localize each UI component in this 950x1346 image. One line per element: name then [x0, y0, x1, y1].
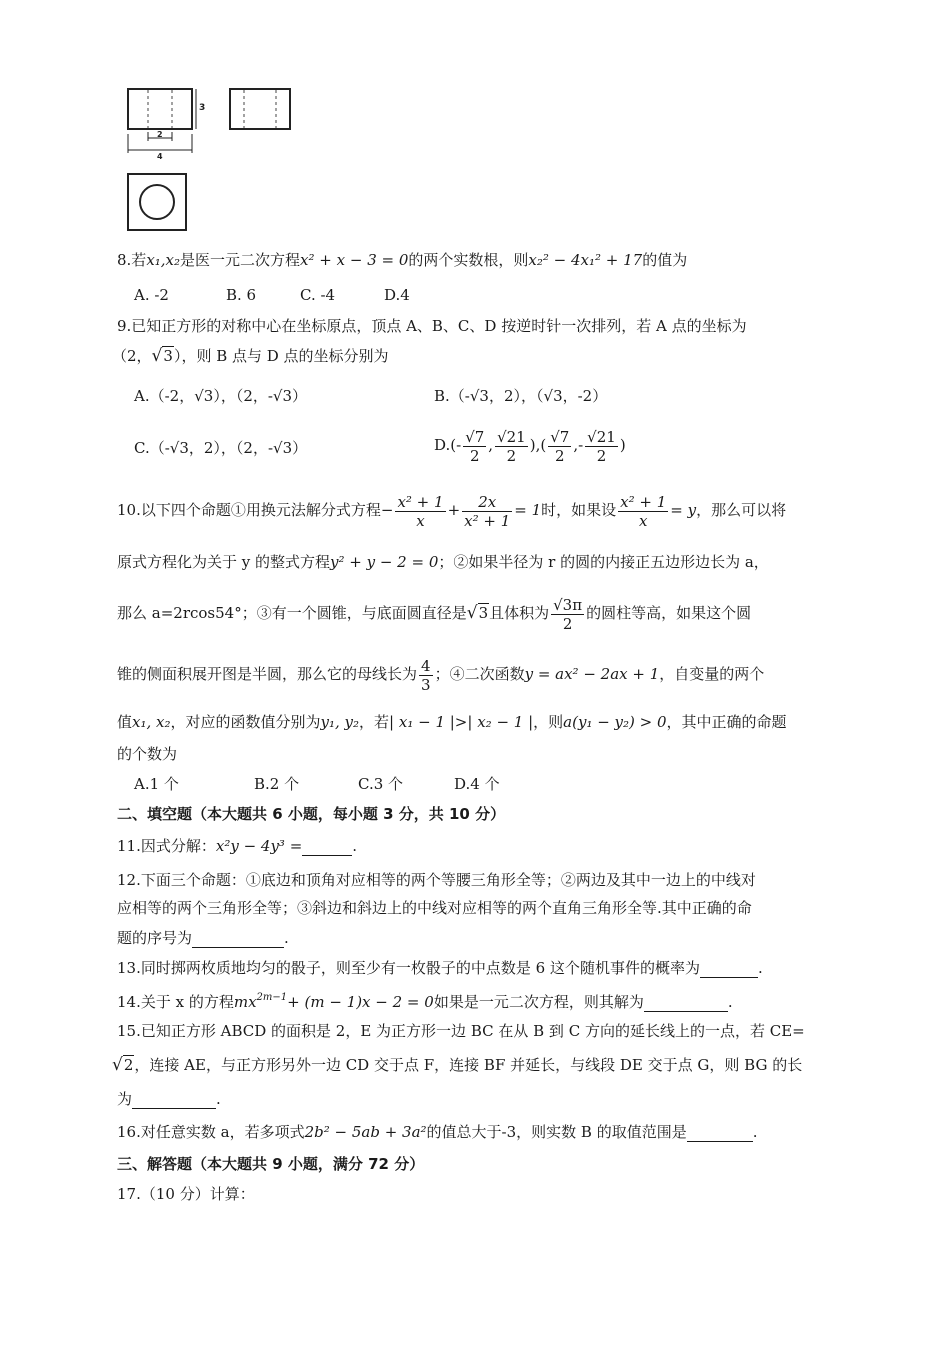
dim-outer-label: 4: [157, 152, 163, 161]
q14: 14.关于 x 的方程$mx^{2m-1}+ (m - 1)x - 2 = 0$如果是一元二次方程，则其解为 .: [117, 992, 733, 1011]
section3-heading: 三、解答题（本大题共 9 小题，满分 72 分）: [117, 1155, 425, 1173]
q8-option-a[interactable]: A. -2: [134, 286, 169, 304]
q16: 16.对任意实数 a，若多项式2b² − 5ab + 3a²的值总大于-3，则实数 B 的取值范围是 .: [117, 1123, 758, 1141]
q15-line2: √2，连接 AE，与正方形另外一边 CD 交于点 F，连接 BF 并延长，与线段 DE 交于点 G，则 BG 的长: [112, 1055, 803, 1075]
q8-roots: x₁,x₂: [146, 251, 181, 269]
section2-heading: 二、填空题（本大题共 6 小题，每小题 3 分，共 10 分）: [117, 805, 506, 823]
q8-stem: 8.若x₁,x₂是医一元二次方程x² + x − 3 = 0的两个实数根，则x₂² − 4x₁² + 17的值为: [117, 251, 688, 269]
q10-line5: 值x₁, x₂，对应的函数值分别为y₁, y₂，若| x₁ − 1 |>| x₂ − 1 |，则a(y₁ − y₂) > 0，其中正确的命题: [117, 713, 787, 731]
q9-option-c[interactable]: C.（-√3，2），（2，-√3）: [134, 439, 308, 457]
q10-line3: 那么 a=2rcos54°；③有一个圆锥，与底面圆直径是√3且体积为 $\frac{√3\pi}{2}$ 的圆柱等高，如果这个圆: [117, 595, 752, 633]
q15-answer-blank[interactable]: [132, 1108, 216, 1109]
q10-option-a[interactable]: A.1 个: [134, 775, 179, 793]
q10-line4: 锥的侧面积展开图是半圆，那么它的母线长为 $\frac{4}{3}$ ；④二次函数y = ax² − 2ax + 1，自变量的两个: [117, 656, 765, 694]
q12-answer-blank[interactable]: [192, 947, 284, 948]
q11-answer-blank[interactable]: [302, 855, 352, 856]
q10-line1: 10.以下四个命题①用换元法解分式方程− $\frac{\text{x² + 1}}{x}$ + $\frac{2x}{\text{x² + 1}}$ = 1时，如果设 $\frac{\text{x² + 1}}{x}$ = y，那么可以将: [117, 492, 787, 530]
q9-option-d[interactable]: D.(- $\frac{√7}{2}$ , $\frac{√21}{2}$ ),( $\frac{√7}{2}$ ,- $\frac{√21}{2}$ ): [434, 427, 626, 465]
q9-stem-line2: （2，√3），则 B 点与 D 点的坐标分别为: [112, 346, 389, 366]
q17: 17.（10 分）计算：: [117, 1185, 255, 1203]
q14-answer-blank[interactable]: [644, 1011, 728, 1012]
q13: 13.同时掷两枚质地均匀的骰子，则至少有一枚骰子的中点数是 6 这个随机事件的概率为 .: [117, 959, 763, 977]
q12-line1: 12.下面三个命题：①底边和顶角对应相等的两个等腰三角形全等；②两边及其中一边上的中线对: [117, 871, 756, 889]
top-view-rect: [128, 174, 186, 230]
q9-sqrt3: √3: [151, 346, 173, 366]
q8-option-b[interactable]: B. 6: [226, 286, 257, 304]
q10-option-c[interactable]: C.3 个: [358, 775, 404, 793]
q12-line2: 应相等的两个三角形全等；③斜边和斜边上的中线对应相等的两个直角三角形全等.其中正确的命: [117, 899, 752, 917]
q10-option-b[interactable]: B.2 个: [254, 775, 300, 793]
front-view-rect: [128, 89, 192, 129]
q15-line3: 为 .: [117, 1090, 221, 1108]
dim-height-label: 3: [199, 103, 206, 113]
q10-line6: 的个数为: [117, 745, 178, 763]
q8-option-d[interactable]: D.4: [384, 286, 410, 304]
q9-option-b[interactable]: B.（-√3，2），（√3，-2）: [434, 387, 608, 405]
q11: 11.因式分解：x²y − 4y³ = .: [117, 837, 358, 855]
q9-option-a[interactable]: A.（-2，√3），（2，-√3）: [134, 387, 308, 405]
q8-expression: x₂² − 4x₁² + 17: [528, 251, 643, 269]
q8-option-c[interactable]: C. -4: [300, 286, 336, 304]
q8-equation: x² + x − 3 = 0: [300, 251, 409, 269]
q10-line2: 原式方程化为关于 y 的整式方程y² + y − 2 = 0；②如果半径为 r 的圆的内接正五边形边长为 a，: [117, 553, 769, 571]
q10-option-d[interactable]: D.4 个: [454, 775, 500, 793]
side-view-rect: [230, 89, 290, 129]
q15-line1: 15.已知正方形 ABCD 的面积是 2，E 为正方形一边 BC 在从 B 到 C 方向的延长线上的一点，若 CE=: [117, 1022, 805, 1040]
three-view-figure: [120, 84, 310, 234]
q13-answer-blank[interactable]: [700, 977, 758, 978]
q12-line3: 题的序号为 .: [117, 929, 289, 947]
dim-inner-label: 2: [157, 130, 163, 139]
q16-answer-blank[interactable]: [687, 1141, 753, 1142]
q9-stem-line1: 9.已知正方形的对称中心在坐标原点，顶点 A、B、C、D 按逆时针一次排列，若 A 点的坐标为: [117, 317, 747, 335]
top-view-circle: [140, 185, 174, 219]
